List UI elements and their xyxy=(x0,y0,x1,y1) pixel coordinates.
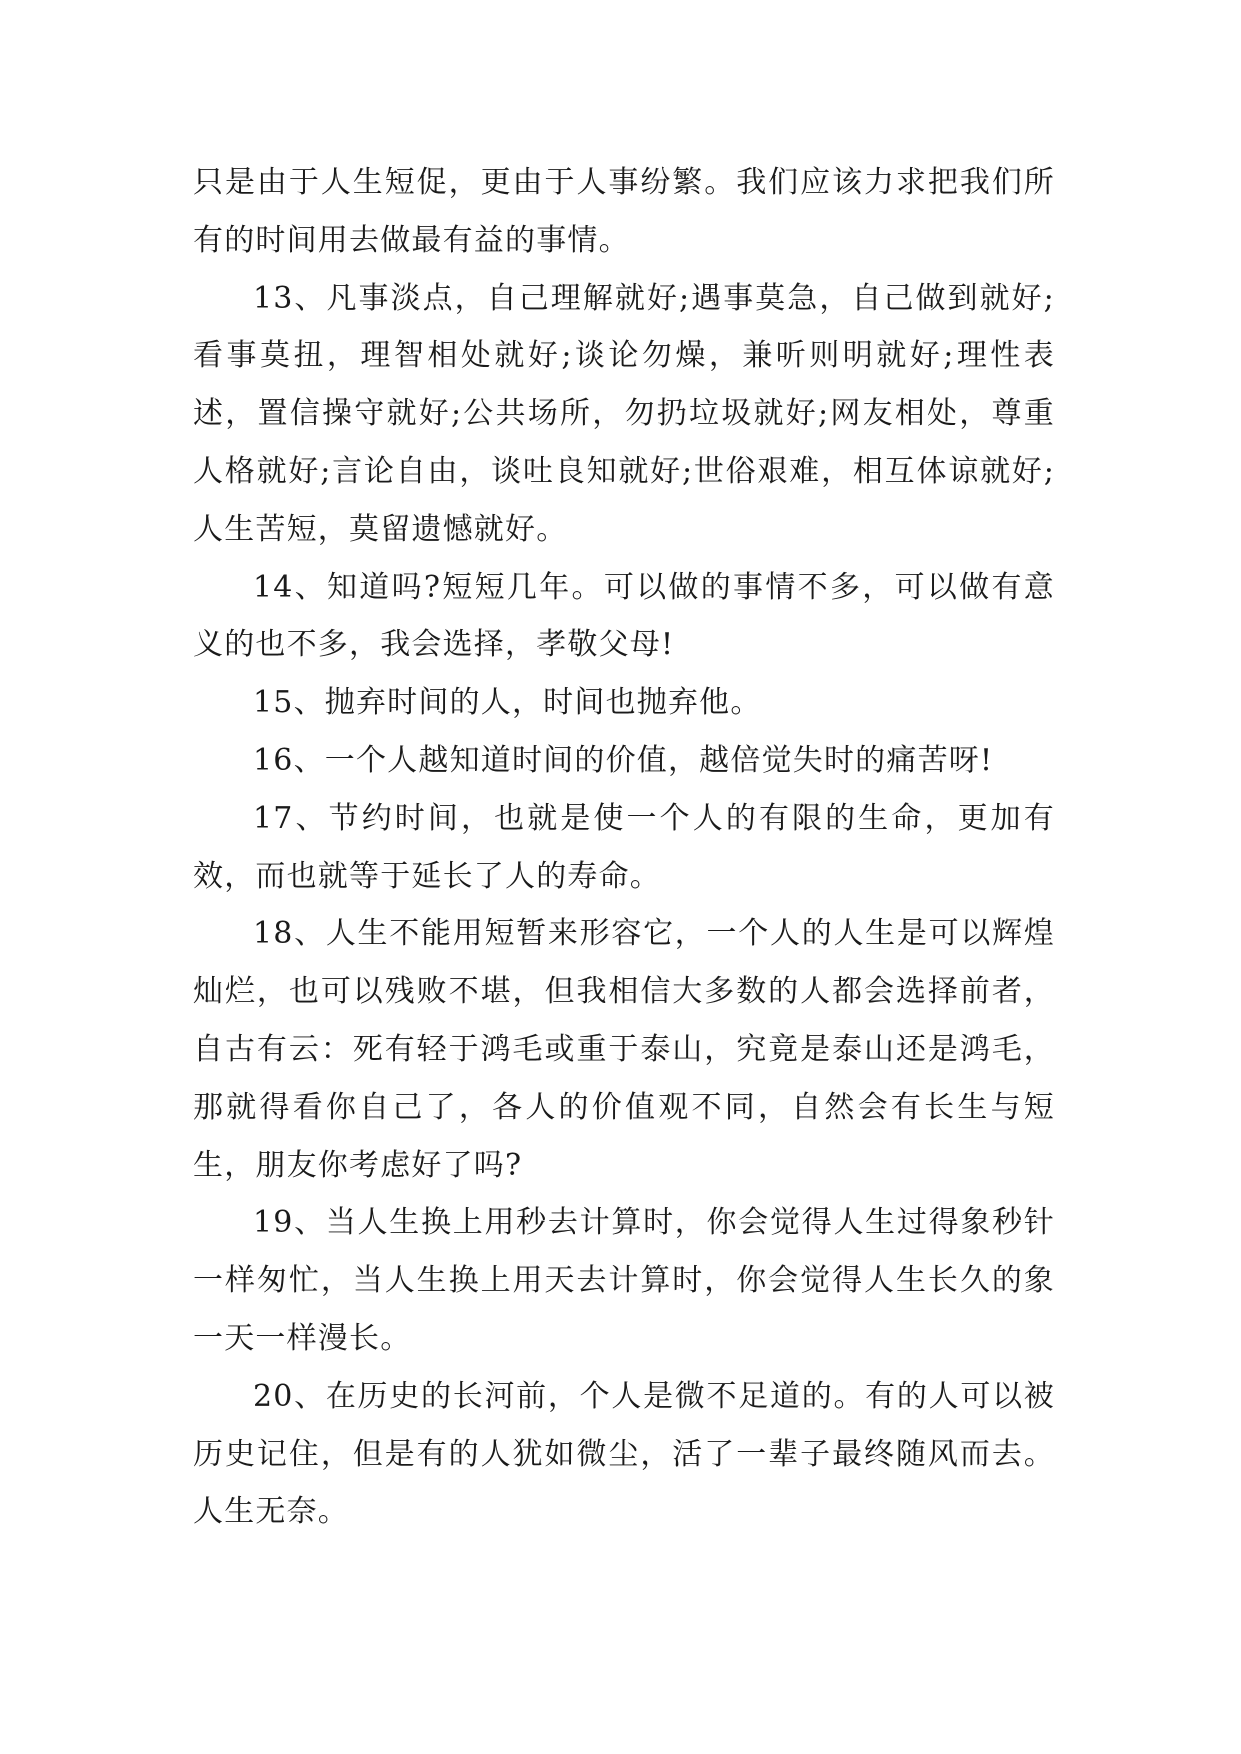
paragraph-item-17: 17、节约时间，也就是使一个人的有限的生命，更加有效，而也就等于延长了人的寿命。 xyxy=(193,800,1055,894)
paragraph-item-14: 14、知道吗?短短几年。可以做的事情不多，可以做有意义的也不多，我会选择，孝敬父母! xyxy=(193,569,1055,663)
document-page xyxy=(193,154,1055,1541)
paragraph-item-19: 19、当人生换上用秒去计算时，你会觉得人生过得象秒针一样匆忙，当人生换上用天去计算时，你会觉得人生长久的象一天一样漫长。 xyxy=(193,1205,1055,1356)
paragraph-item-20: 20、在历史的长河前，个人是微不足道的。有的人可以被历史记住，但是有的人犹如微尘，活了一辈子最终随风而去。人生无奈。 xyxy=(193,1378,1055,1530)
paragraph-item-13: 13、凡事淡点，自己理解就好;遇事莫急，自己做到就好;看事莫扭，理智相处就好;谈论勿燥，兼听则明就好;理性表述，置信操守就好;公共场所，勿扔垃圾就好;网友相处，尊重人格就好;言论自由，谈吐良知就好;世俗艰难，相互体谅就好;人生苦短，莫留遗憾就好。 xyxy=(193,280,1055,547)
paragraph-item-15: 15、抛弃时间的人，时间也抛弃他。 xyxy=(253,685,762,721)
paragraph-continuation: 只是由于人生短促，更由于人事纷繁。我们应该力求把我们所有的时间用去做最有益的事情。 xyxy=(193,165,1055,258)
paragraph-item-16: 16、一个人越知道时间的价值，越倍觉失时的痛苦呀! xyxy=(253,742,994,778)
paragraph-item-18: 18、人生不能用短暂来形容它，一个人的人生是可以辉煌灿烂，也可以残败不堪，但我相信大多数的人都会选择前者，自古有云：死有轻于鸿毛或重于泰山，究竟是泰山还是鸿毛，那就得看你自己了，各人的价值观不同，自然会有长生与短生，朋友你考虑好了吗? xyxy=(193,916,1055,1183)
